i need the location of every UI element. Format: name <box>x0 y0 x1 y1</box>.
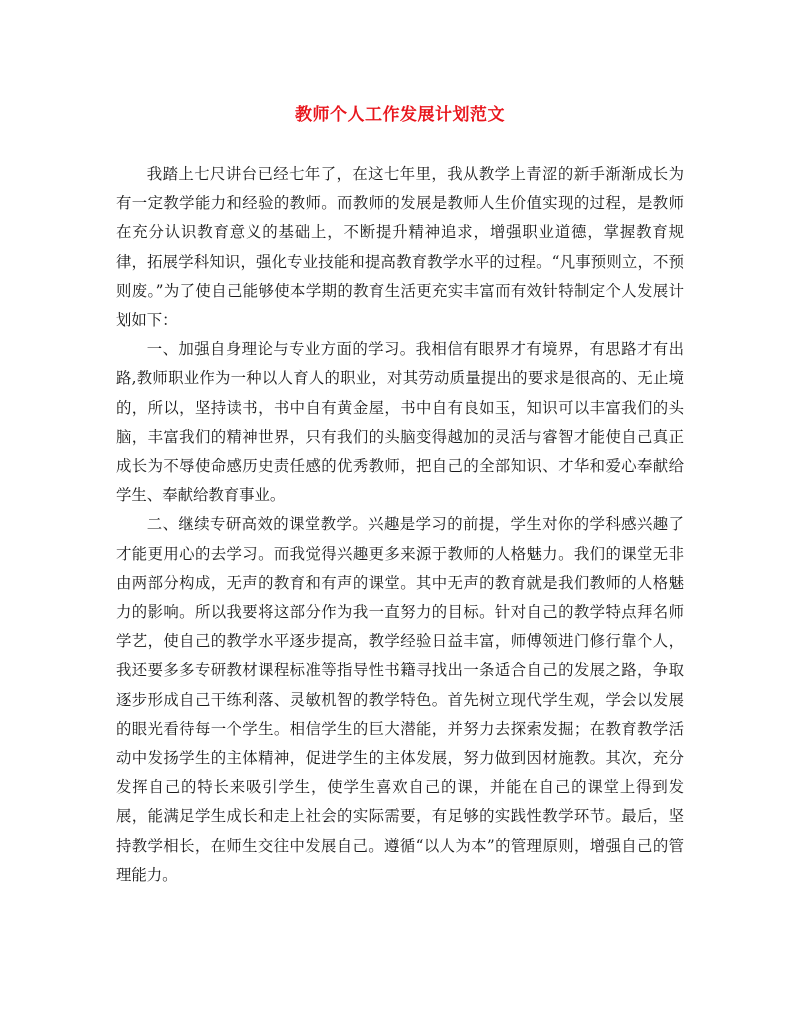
paragraph-theory-study: 一、加强自身理论与专业方面的学习。我相信有眼界才有境界，有思路才有出路,教师职业作为一种以人育人的职业，对其劳动质量提出的要求是很高的、无止境的，所以，坚持读书，书中自有黄金屋，书中自有良如玉，知识可以丰富我们的头脑，丰富我们的精神世界，只有我们的头脑变得越加的灵活与睿智才能使自己真正成长为不辱使命感历史责任感的优秀教师，把自己的全部知识、才华和爱心奉献给学生、奉献给教育事业。 <box>116 340 684 505</box>
paragraph-classroom-teaching: 二、继续专研高效的课堂教学。兴趣是学习的前提，学生对你的学科感兴趣了才能更用心的去学习。而我觉得兴趣更多来源于教师的人格魅力。我们的课堂无非由两部分构成，无声的教育和有声的课堂。其中无声的教育就是我们教师的人格魅力的影响。所以我要将这部分作为我一直努力的目标。针对自己的教学特点拜名师学艺，使自己的教学水平逐步提高，教学经验日益丰富，师傅领进门修行靠个人，我还要多多专研教材课程标准等指导性书籍寻找出一条适合自己的发展之路，争取逐步形成自己干练利落、灵敏机智的教学特色。首先树立现代学生观，学会以发展的眼光看待每一个学生。相信学生的巨大潜能，并努力去探索发掘；在教育教学活动中发扬学生的主体精神，促进学生的主体发展，努力做到因材施教。其次，充分发挥自己的特长来吸引学生，使学生喜欢自己的课，并能在自己的课堂上得到发展，能满足学生成长和走上社会的实际需要，有足够的实践性教学环节。最后，坚持教学相长，在师生交往中发展自己。遵循“以人为本”的管理原则，增强自己的管理能力。 <box>116 515 684 884</box>
paragraph-intro: 我踏上七尺讲台已经七年了，在这七年里，我从教学上青涩的新手渐渐成长为有一定教学能力和经验的教师。而教师的发展是教师人生价值实现的过程，是教师在充分认识教育意义的基础上，不断提升精神追求，增强职业道德，掌握教育规律，拓展学科知识，强化专业技能和提高教育教学水平的过程。“凡事预则立，不预则废。”为了使自己能够使本学期的教育生活更充实丰富而有效针特制定个人发展计划如下： <box>116 165 684 330</box>
document-title: 教师个人工作发展计划范文 <box>295 105 505 125</box>
document-body <box>116 160 684 890</box>
